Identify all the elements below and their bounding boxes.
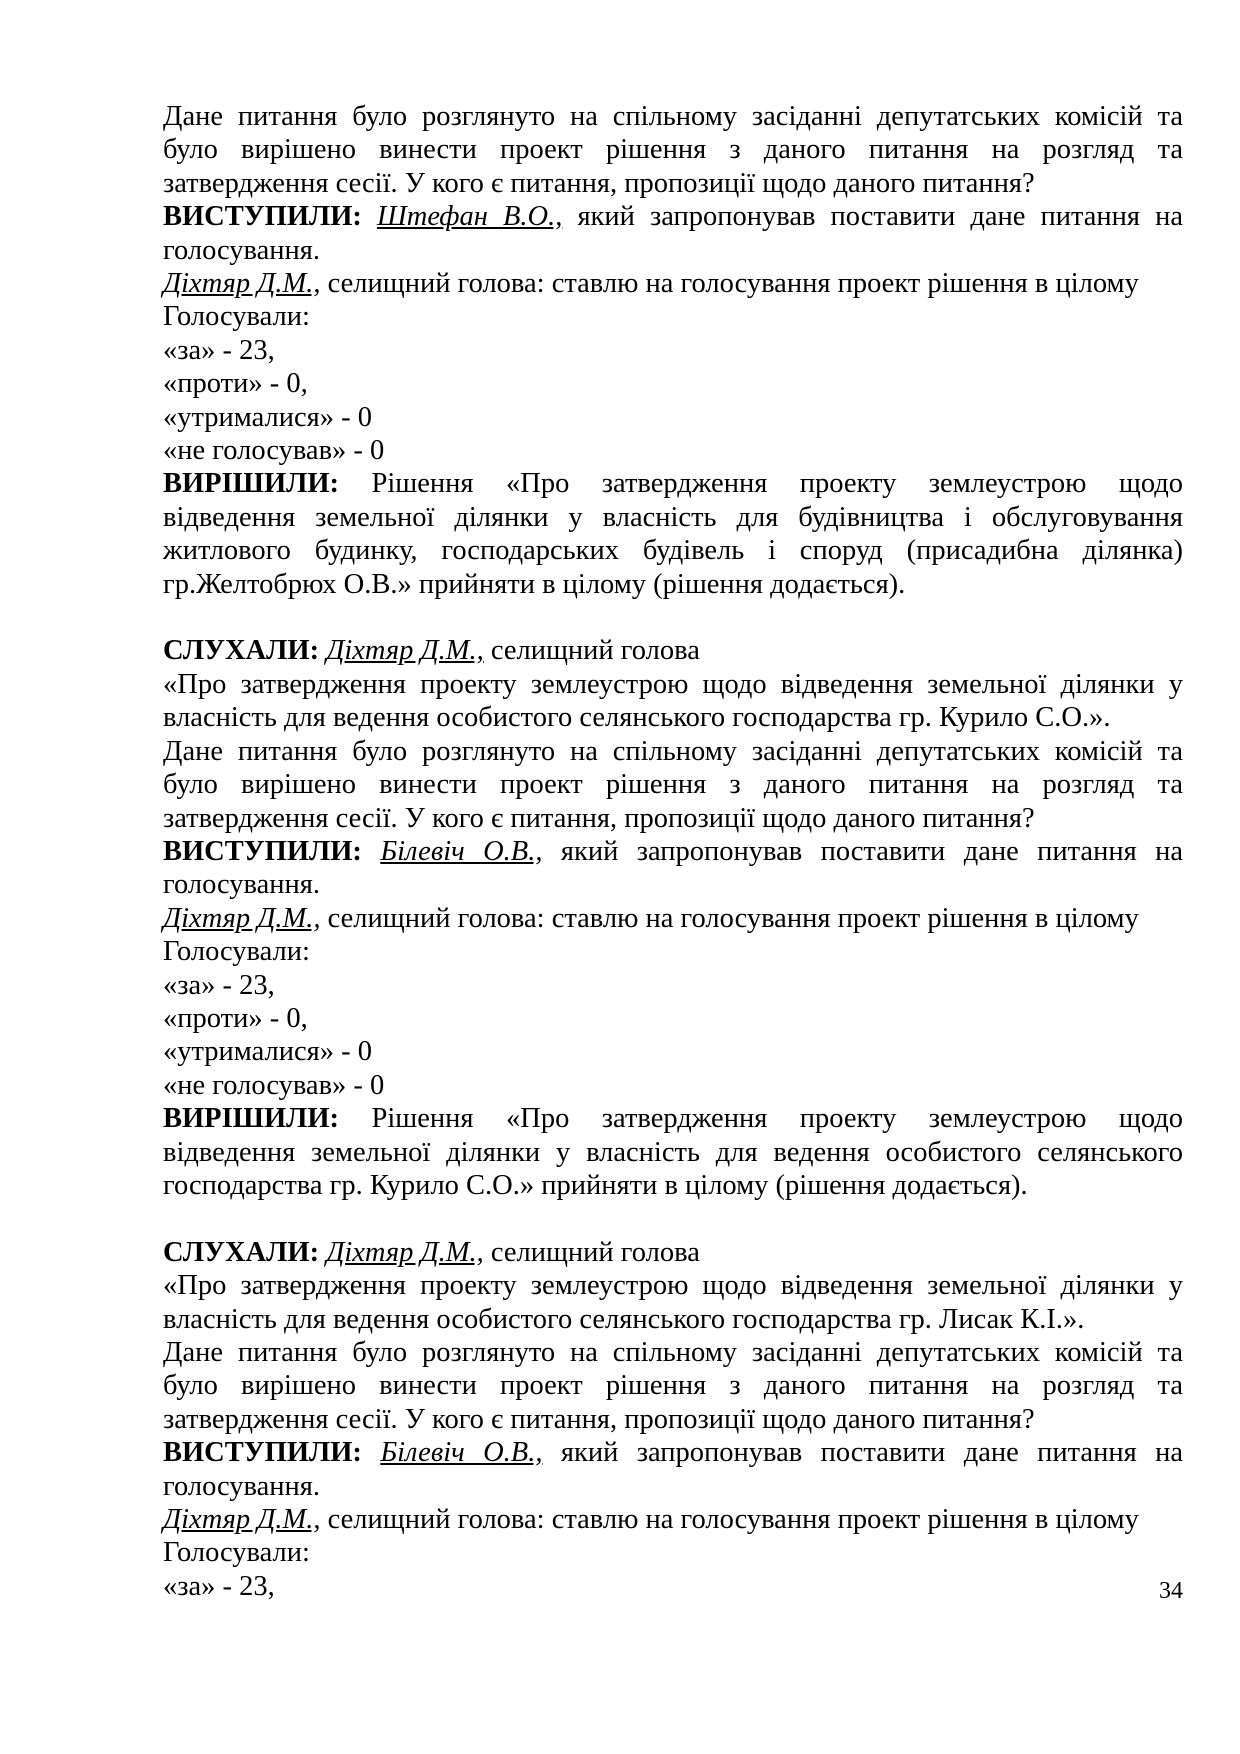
vote-not-voted: «не голосував» - 0: [163, 1069, 385, 1101]
vote-header: Голосували:: [163, 1537, 310, 1569]
chair-line: [163, 902, 1183, 935]
decision-line: [163, 467, 1183, 500]
chair-text: селищний голова: ставлю на голосування проект рішення в цілому: [327, 902, 1139, 934]
chair-name: Діхтяр Д.М.,: [163, 1504, 321, 1536]
vote-not-voted: «не голосував» - 0: [163, 435, 385, 467]
vote-header: Голосували:: [163, 936, 310, 968]
topic-line: «Про затвердження проекту землеустрою щодо відведення земельної ділянки у: [163, 668, 1183, 700]
topic-line: «Про затвердження проекту землеустрою щодо відведення земельної ділянки у: [163, 1270, 1183, 1302]
decision-text: Рішення «Про затвердження проекту землеустрою щодо: [371, 1103, 1183, 1135]
heard-role: селищний голова: [490, 635, 700, 667]
heard-name: Діхтяр Д.М.,: [326, 1236, 484, 1268]
chair-text: селищний голова: ставлю на голосування проект рішення в цілому: [327, 1504, 1139, 1536]
discussion-line: Дане питання було розглянуто на спільному засіданні депутатських комісій та: [163, 101, 1183, 132]
speaker-name: Штефан В.О.,: [377, 201, 563, 233]
speakers-label: ВИСТУПИЛИ:: [163, 835, 362, 867]
heard-name: Діхтяр Д.М.,: [326, 635, 484, 667]
speaker-text-cont: голосування.: [163, 869, 321, 901]
discussion-line: затвердження сесії. У кого є питання, пропозиції щодо даного питання?: [163, 167, 1035, 199]
speakers-line: [163, 200, 1183, 233]
document-page: [163, 100, 1183, 1603]
speaker-name: Білевіч О.В.,: [380, 835, 543, 867]
decision-label: ВИРІШИЛИ:: [163, 468, 340, 500]
heard-role: селищний голова: [490, 1236, 700, 1268]
discussion-line: затвердження сесії. У кого є питання, пропозиції щодо даного питання?: [163, 802, 1035, 834]
chair-line: [163, 267, 1183, 300]
speaker-text-cont: голосування.: [163, 1470, 321, 1502]
speaker-text: який запропонував поставити дане питання на: [577, 201, 1184, 233]
discussion-line: Дане питання було розглянуто на спільному засіданні депутатських комісій та: [163, 1337, 1183, 1368]
decision-text: Рішення «Про затвердження проекту землеустрою щодо: [371, 468, 1183, 500]
discussion-line: було вирішено винести проект рішення з даного питання на розгляд та: [163, 769, 1183, 801]
heard-label: СЛУХАЛИ:: [163, 1236, 320, 1268]
vote-against: «проти» - 0,: [163, 1002, 308, 1034]
heard-line: [163, 634, 1183, 667]
speakers-label: ВИСТУПИЛИ:: [163, 1437, 362, 1469]
decision-line: відведення земельної ділянки у власність для будівництва і обслуговування: [163, 501, 1183, 533]
speakers-label: ВИСТУПИЛИ:: [163, 201, 362, 233]
vote-header: Голосували:: [163, 301, 310, 333]
speakers-line: [163, 1436, 1183, 1469]
chair-name: Діхтяр Д.М.,: [163, 902, 321, 934]
discussion-line: затвердження сесії. У кого є питання, пропозиції щодо даного питання?: [163, 1403, 1035, 1435]
discussion-line: Дане питання було розглянуто на спільному засіданні депутатських комісій та: [163, 735, 1183, 767]
topic-line: власність для ведення особистого селянського господарства гр. Лисак К.І.».: [163, 1303, 1085, 1335]
paragraph-gap: [163, 1202, 1183, 1235]
topic-line: власність для ведення особистого селянського господарства гр. Курило С.О.».: [163, 702, 1111, 734]
vote-for: «за» - 23,: [163, 1570, 275, 1602]
decision-label: ВИРІШИЛИ:: [163, 1103, 340, 1135]
speakers-line: [163, 835, 1183, 868]
page-number: 34: [1159, 1578, 1183, 1604]
decision-line: житлового будинку, господарських будівель і споруд (присадибна ділянка): [163, 535, 1183, 567]
speaker-text: який запропонував поставити дане питання на: [560, 1437, 1183, 1469]
vote-for: «за» - 23,: [163, 334, 275, 366]
speaker-name: Білевіч О.В.,: [380, 1437, 543, 1469]
heard-line: [163, 1236, 1183, 1269]
decision-line: відведення земельної ділянки у власність для ведення особистого селянського: [163, 1136, 1183, 1168]
vote-against: «проти» - 0,: [163, 368, 308, 400]
chair-line: [163, 1503, 1183, 1536]
vote-for: «за» - 23,: [163, 969, 275, 1001]
vote-abstained: «утрималися» - 0: [163, 401, 373, 433]
vote-abstained: «утрималися» - 0: [163, 1036, 373, 1068]
speaker-text-cont: голосування.: [163, 234, 321, 266]
discussion-line: було вирішено винести проект рішення з даного питання на розгляд та: [163, 134, 1183, 166]
discussion-line: було вирішено винести проект рішення з даного питання на розгляд та: [163, 1370, 1183, 1402]
decision-line: [163, 1102, 1183, 1135]
decision-line: гр.Желтобрюх О.В.» прийняти в цілому (рішення додається).: [163, 568, 906, 600]
decision-line: господарства гр. Курило С.О.» прийняти в цілому (рішення додається).: [163, 1169, 1028, 1201]
paragraph-gap: [163, 601, 1183, 634]
heard-label: СЛУХАЛИ:: [163, 635, 320, 667]
chair-name: Діхтяр Д.М.,: [163, 268, 321, 300]
speaker-text: який запропонував поставити дане питання на: [560, 835, 1183, 867]
chair-text: селищний голова: ставлю на голосування проект рішення в цілому: [327, 268, 1139, 300]
